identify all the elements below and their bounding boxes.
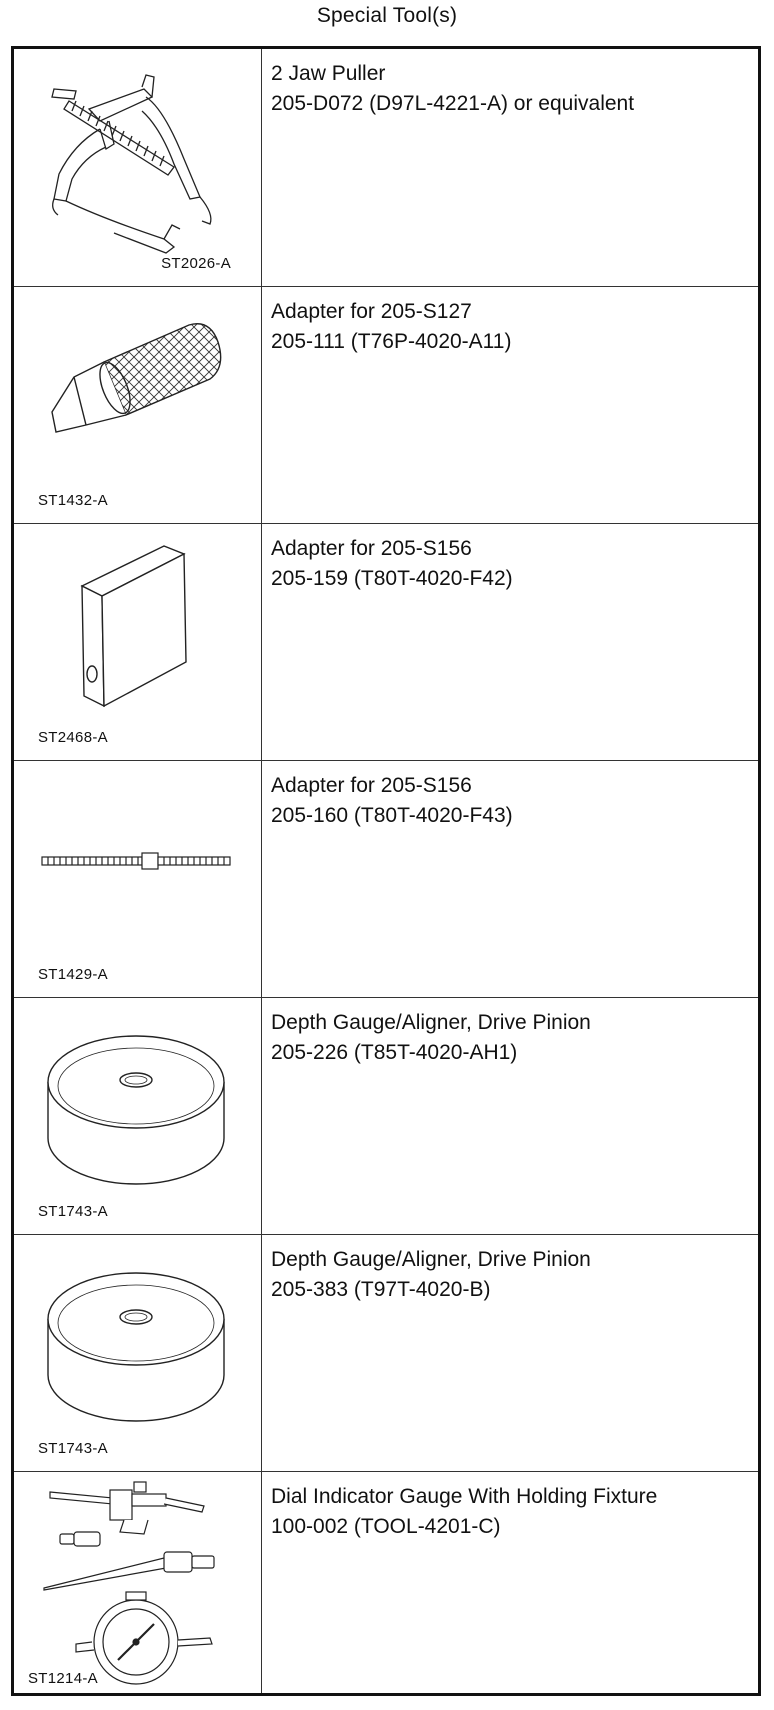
tool-illustration-cell: [14, 761, 262, 997]
tool-figure-code: ST1214-A: [28, 1670, 98, 1687]
tool-figure-code: ST2026-A: [161, 255, 231, 272]
tool-row: [14, 1471, 758, 1693]
tool-number: 205-226 (T85T-4020-AH1): [271, 1041, 518, 1064]
tool-name: Adapter for 205-S127: [271, 300, 472, 323]
tool-description-cell: [262, 1472, 758, 1693]
tool-row: [14, 49, 758, 286]
tool-description-cell: [262, 998, 758, 1234]
tool-description-cell: [262, 287, 758, 523]
tool-name: Depth Gauge/Aligner, Drive Pinion: [271, 1011, 591, 1034]
tool-name: Dial Indicator Gauge With Holding Fixture: [271, 1485, 658, 1508]
tool-number: 100-002 (TOOL-4201-C): [271, 1515, 501, 1538]
tool-name: 2 Jaw Puller: [271, 62, 386, 85]
tool-illustration-cell: [14, 1235, 262, 1471]
tool-name: Adapter for 205-S156: [271, 537, 472, 560]
threaded-rod-icon: [14, 761, 260, 998]
tool-row: [14, 1234, 758, 1471]
tool-number: 205-160 (T80T-4020-F43): [271, 804, 513, 827]
dial-indicator-icon: [14, 1472, 260, 1694]
tool-number: 205-159 (T80T-4020-F42): [271, 567, 513, 590]
tool-figure-code: ST1429-A: [38, 966, 108, 983]
tool-row: [14, 523, 758, 760]
tool-figure-code: ST1743-A: [38, 1440, 108, 1457]
tool-description-cell: [262, 1235, 758, 1471]
tool-description-cell: [262, 49, 758, 286]
tool-name: Depth Gauge/Aligner, Drive Pinion: [271, 1248, 591, 1271]
tool-description-cell: [262, 761, 758, 997]
tool-illustration-cell: [14, 1472, 262, 1693]
tool-figure-code: ST2468-A: [38, 729, 108, 746]
tool-figure-code: ST1743-A: [38, 1203, 108, 1220]
tool-illustration-cell: [14, 49, 262, 286]
tool-figure-code: ST1432-A: [38, 492, 108, 509]
tool-name: Adapter for 205-S156: [271, 774, 472, 797]
special-tools-table: [11, 46, 761, 1696]
disc-gauge-icon: [14, 1235, 260, 1472]
tool-row: [14, 760, 758, 997]
tool-description-cell: [262, 524, 758, 760]
tool-illustration-cell: [14, 998, 262, 1234]
disc-gauge-icon: [14, 998, 260, 1235]
tool-row: [14, 286, 758, 523]
tool-illustration-cell: [14, 287, 262, 523]
tool-number: 205-111 (T76P-4020-A11): [271, 330, 512, 353]
tool-number: 205-383 (T97T-4020-B): [271, 1278, 491, 1301]
page-title: Special Tool(s): [316, 4, 458, 27]
tool-row: [14, 997, 758, 1234]
tool-illustration-cell: [14, 524, 262, 760]
tool-number: 205-D072 (D97L-4221-A) or equivalent: [271, 92, 635, 115]
jaw-puller-icon: [14, 49, 260, 286]
block-adapter-icon: [14, 524, 260, 761]
knurled-adapter-icon: [14, 287, 260, 524]
